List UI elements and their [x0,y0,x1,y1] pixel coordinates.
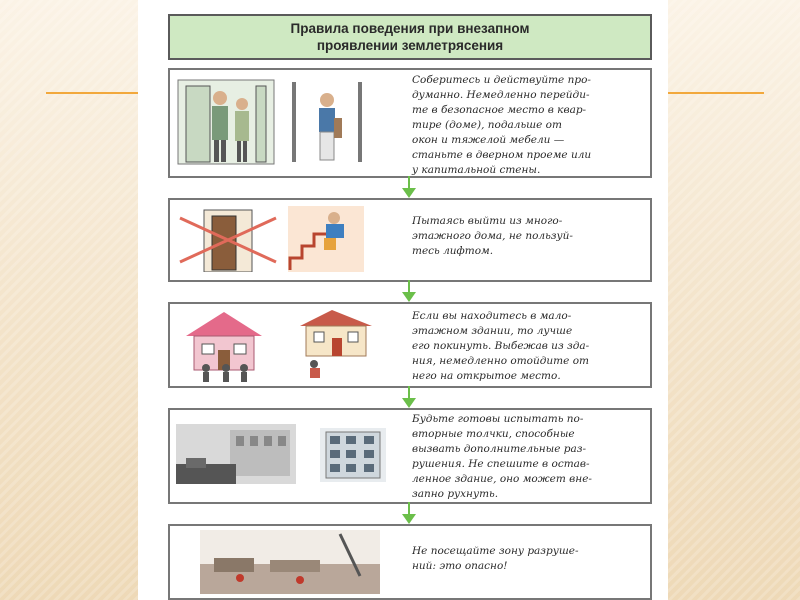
arrow-down-icon [402,386,416,408]
slide-content [138,0,668,600]
accent-line-left [46,92,138,94]
arrow-down-icon [402,176,416,198]
illustration-damaged-building [176,424,296,484]
step-text-1: Соберитесь и действуйте про- думанно. Немедленно перейди- те в безопасное место в квар- тире (доме), подальше от окон и тяжелой мебели — станьте в дверном проеме или у капитальной стены. [412,74,592,176]
accent-line-right [668,92,764,94]
step-panel-1 [168,68,652,178]
illustration-man-at-wall [282,78,372,166]
step-panel-3 [168,302,652,388]
page-title: Правила поведения при внезапном проявлении землетрясения [290,21,530,53]
step-panel-2 [168,198,652,282]
step-text-3: Если вы находитесь в мало- этажном здании, то лучше его покинуть. Выбежав из зда- ния, немедленно отойдите от него на открытое место. [412,310,590,382]
title-box [168,14,652,60]
illustration-family-doorway [176,78,276,166]
arrow-down-icon [402,280,416,302]
illustration-person-on-stairs [286,204,366,274]
illustration-running-from-house [286,306,382,384]
step-text-4: Будьте готовы испытать по- вторные толчки, способные вызвать дополнительные раз- рушения. Не спешите в остав- ленное здание, оно может вне- запно рухнуть. [412,413,592,500]
illustration-destruction-zone [200,530,380,594]
illustration-crossed-elevator [176,206,280,272]
step-panel-4 [168,408,652,504]
step-panel-5 [168,524,652,600]
arrow-down-icon [402,502,416,524]
illustration-cracked-building [320,428,386,482]
step-text-2: Пытаясь выйти из много- этажного дома, не пользуй- тесь лифтом. [412,215,573,257]
step-text-5: Не посещайте зону разруше- ний: это опасно! [412,545,579,572]
illustration-house-people [176,306,272,384]
